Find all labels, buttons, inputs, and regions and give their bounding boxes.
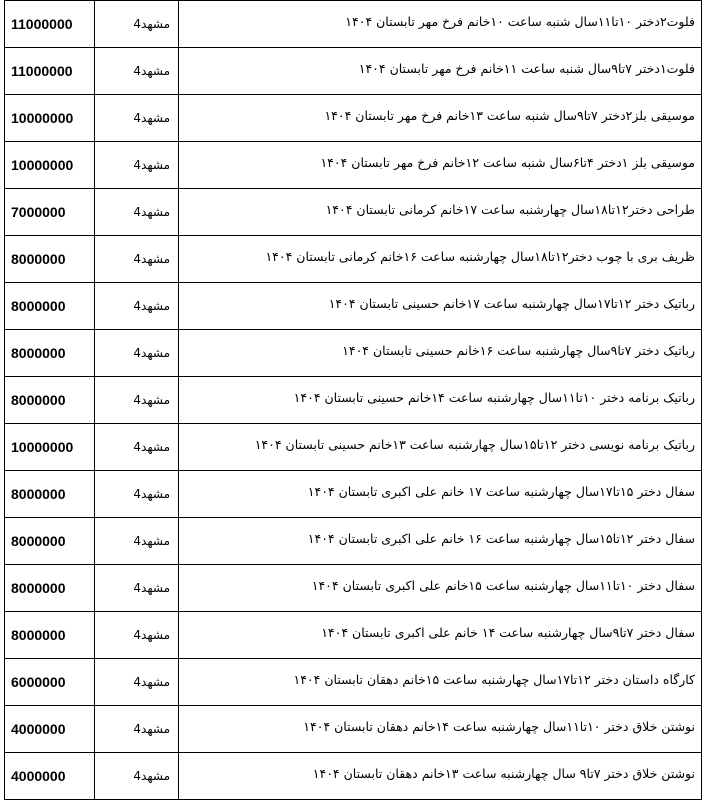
table-row [5,753,702,800]
table-body [5,1,702,800]
course-price-table [4,0,702,800]
city-cell: مشهد4 [95,518,179,565]
city-cell: مشهد4 [95,377,179,424]
price-cell: 4000000 [5,706,95,753]
price-cell: 8000000 [5,283,95,330]
description-text: سفال دختر ۷تا۹سال چهارشنبه ساعت ۱۴ خانم علی اکبری تابستان ۱۴۰۴ [321,624,695,640]
description-text: رباتیک برنامه دختر ۱۰تا۱۱سال چهارشنبه ساعت ۱۴خانم حسینی تابستان ۱۴۰۴ [293,389,695,405]
price-cell: 8000000 [5,471,95,518]
description-text: طراحی دختر۱۲تا۱۸سال چهارشنبه ساعت ۱۷خانم کرمانی تابستان ۱۴۰۴ [325,201,695,217]
description-cell [179,330,702,377]
table-row [5,95,702,142]
description-text: موسیقی بلز ۱دختر ۴تا۶سال شنبه ساعت ۱۲خانم فرخ مهر تابستان ۱۴۰۴ [320,154,695,170]
city-cell: مشهد4 [95,236,179,283]
description-cell [179,612,702,659]
description-text: رباتیک برنامه نویسی دختر ۱۲تا۱۵سال چهارشنبه ساعت ۱۳خانم حسینی تابستان ۱۴۰۴ [254,436,695,452]
price-cell: 8000000 [5,565,95,612]
price-cell: 11000000 [5,1,95,48]
description-text: رباتیک دختر ۷تا۹سال چهارشنبه ساعت ۱۶خانم حسینی تابستان ۱۴۰۴ [342,342,695,358]
description-text: نوشتن خلاق دختر ۱۰تا۱۱سال چهارشنبه ساعت ۱۴خانم دهقان تابستان ۱۴۰۴ [303,718,695,734]
description-cell [179,236,702,283]
table-row [5,518,702,565]
table-row [5,1,702,48]
description-text: موسیقی بلز۲دختر ۷تا۹سال شنبه ساعت ۱۳خانم فرخ مهر تابستان ۱۴۰۴ [324,107,695,123]
city-cell: مشهد4 [95,189,179,236]
description-cell [179,424,702,471]
price-cell: 11000000 [5,48,95,95]
city-cell: مشهد4 [95,95,179,142]
description-cell [179,95,702,142]
table-row [5,283,702,330]
table-row [5,377,702,424]
city-cell: مشهد4 [95,659,179,706]
description-cell [179,753,702,800]
description-text: فلوت۱دختر ۷تا۹سال شنبه ساعت ۱۱خانم فرخ مهر تابستان ۱۴۰۴ [358,60,695,76]
description-text: فلوت۲دختر ۱۰تا۱۱سال شنبه ساعت ۱۰خانم فرخ مهر تابستان ۱۴۰۴ [345,13,695,29]
price-cell: 6000000 [5,659,95,706]
description-cell [179,1,702,48]
table-row [5,565,702,612]
table-row [5,659,702,706]
city-cell: مشهد4 [95,706,179,753]
description-text: ظریف بری با چوب دختر۱۲تا۱۸سال چهارشنبه ساعت ۱۶خانم کرمانی تابستان ۱۴۰۴ [265,248,695,264]
description-cell [179,48,702,95]
price-cell: 7000000 [5,189,95,236]
description-text: رباتیک دختر ۱۲تا۱۷سال چهارشنبه ساعت ۱۷خانم حسینی تابستان ۱۴۰۴ [328,295,695,311]
description-cell [179,377,702,424]
city-cell: مشهد4 [95,48,179,95]
description-cell [179,471,702,518]
table-row [5,236,702,283]
description-text: سفال دختر ۱۰تا۱۱سال چهارشنبه ساعت ۱۵خانم علی اکبری تابستان ۱۴۰۴ [311,577,695,593]
table-row [5,612,702,659]
table-row [5,142,702,189]
description-text: سفال دختر ۱۲تا۱۵سال چهارشنبه ساعت ۱۶ خانم علی اکبری تابستان ۱۴۰۴ [307,530,695,546]
price-cell: 10000000 [5,95,95,142]
description-cell [179,659,702,706]
price-cell: 8000000 [5,612,95,659]
price-cell: 8000000 [5,330,95,377]
city-cell: مشهد4 [95,330,179,377]
description-text: کارگاه داستان دختر ۱۲تا۱۷سال چهارشنبه ساعت ۱۵خانم دهقان تابستان ۱۴۰۴ [293,671,695,687]
price-cell: 10000000 [5,424,95,471]
city-cell: مشهد4 [95,1,179,48]
price-cell: 4000000 [5,753,95,800]
table-row [5,471,702,518]
description-cell [179,189,702,236]
price-cell: 10000000 [5,142,95,189]
city-cell: مشهد4 [95,565,179,612]
description-cell [179,706,702,753]
table-row [5,706,702,753]
table-row [5,330,702,377]
city-cell: مشهد4 [95,142,179,189]
price-cell: 8000000 [5,377,95,424]
description-cell [179,283,702,330]
table-row [5,424,702,471]
price-cell: 8000000 [5,236,95,283]
description-text: نوشتن خلاق دختر ۷تا۹ سال چهارشنبه ساعت ۱۳خانم دهقان تابستان ۱۴۰۴ [312,765,695,781]
city-cell: مشهد4 [95,283,179,330]
description-text: سفال دختر ۱۵تا۱۷سال چهارشنبه ساعت ۱۷ خانم علی اکبری تابستان ۱۴۰۴ [307,483,695,499]
price-cell: 8000000 [5,518,95,565]
description-cell [179,518,702,565]
table-row [5,48,702,95]
city-cell: مشهد4 [95,424,179,471]
description-cell [179,565,702,612]
description-cell [179,142,702,189]
city-cell: مشهد4 [95,753,179,800]
city-cell: مشهد4 [95,471,179,518]
table-row [5,189,702,236]
city-cell: مشهد4 [95,612,179,659]
